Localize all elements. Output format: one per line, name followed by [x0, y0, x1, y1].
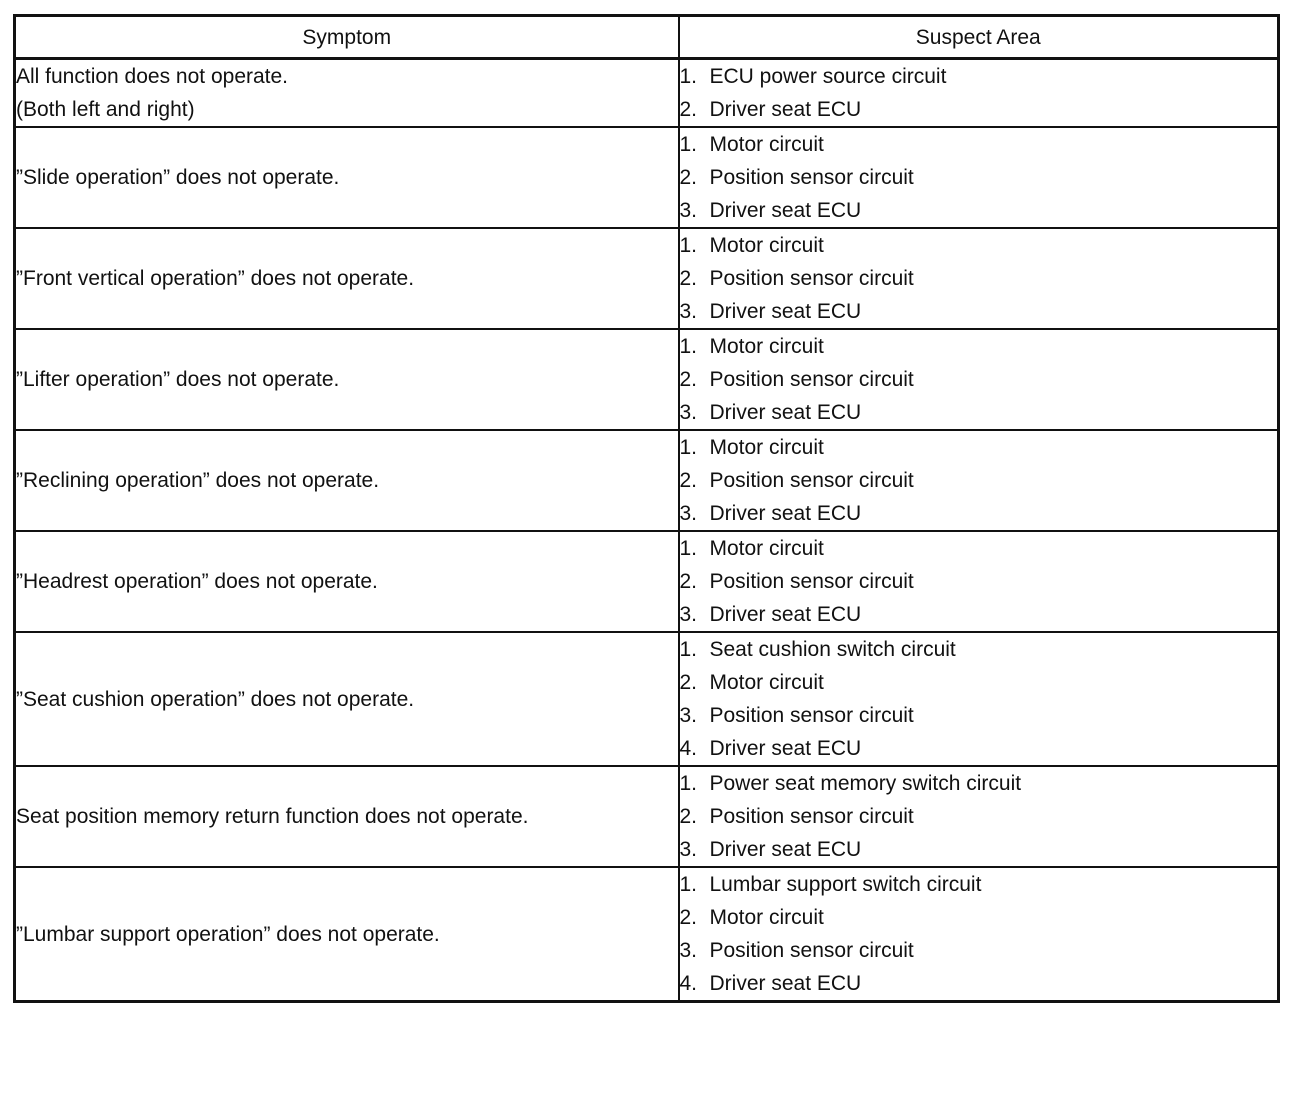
suspect-area-item: [680, 194, 1278, 227]
suspect-area-text: Driver seat ECU: [709, 98, 862, 121]
suspect-area-text: Motor circuit: [709, 335, 824, 358]
suspect-area-text: Motor circuit: [709, 671, 824, 694]
suspect-area-item: [680, 901, 1278, 934]
suspect-area-number: 1.: [679, 772, 698, 795]
suspect-area-item: [680, 161, 1278, 194]
suspect-area-text: Motor circuit: [709, 906, 824, 929]
symptom-cell: [15, 531, 679, 632]
symptom-table: [13, 14, 1280, 1003]
suspect-area-number: 3.: [679, 838, 698, 861]
table-header-row: [15, 16, 1279, 59]
suspect-area-number: 1.: [679, 638, 698, 661]
suspect-area-item: [680, 330, 1278, 363]
suspect-area-number: 1.: [679, 234, 698, 257]
symptom-column-header: Symptom: [15, 16, 679, 59]
suspect-area-text: Motor circuit: [709, 234, 824, 257]
symptom-text: ”Lumbar support operation” does not operate.: [16, 922, 440, 946]
suspect-area-cell: [679, 329, 1279, 430]
symptom-text: ”Reclining operation” does not operate.: [16, 469, 380, 492]
suspect-area-number: 4.: [679, 737, 698, 760]
table-row: [15, 766, 1279, 867]
table-row: [15, 531, 1279, 632]
suspect-area-number: 3.: [679, 704, 698, 727]
suspect-area-item: [680, 363, 1278, 396]
suspect-area-item: [680, 967, 1278, 1000]
suspect-area-cell: [679, 531, 1279, 632]
suspect-area-cell: [679, 430, 1279, 531]
table-row: [15, 329, 1279, 430]
suspect-area-item: [680, 431, 1278, 464]
suspect-area-text: Position sensor circuit: [709, 570, 914, 593]
suspect-area-list: [680, 767, 1278, 866]
symptom-text: ”Slide operation” does not operate.: [16, 166, 340, 189]
suspect-area-item: [680, 565, 1278, 598]
suspect-area-number: 2.: [679, 267, 698, 290]
suspect-area-number: 1.: [679, 335, 698, 358]
suspect-area-list: [680, 128, 1278, 227]
table-body: [15, 59, 1279, 1002]
suspect-area-number: 2.: [679, 469, 698, 492]
suspect-area-number: 3.: [679, 502, 698, 525]
suspect-area-list: [680, 431, 1278, 530]
symptom-cell: [15, 59, 679, 128]
symptom-text: ”Front vertical operation” does not operate.: [16, 267, 415, 290]
suspect-area-text: Position sensor circuit: [709, 704, 914, 727]
suspect-area-item: [680, 60, 1278, 93]
suspect-area-cell: [679, 766, 1279, 867]
suspect-area-text: Driver seat ECU: [709, 300, 862, 323]
suspect-area-item: [680, 229, 1278, 262]
suspect-area-number: 2.: [679, 166, 698, 189]
suspect-area-column-header: Suspect Area: [679, 16, 1279, 59]
table-row: [15, 867, 1279, 1002]
suspect-area-text: Motor circuit: [709, 436, 824, 459]
suspect-area-number: 1.: [679, 873, 698, 896]
suspect-area-text: Position sensor circuit: [709, 469, 914, 492]
suspect-area-number: 2.: [679, 671, 698, 694]
suspect-area-number: 3.: [679, 401, 698, 424]
suspect-area-cell: [679, 127, 1279, 228]
suspect-area-text: Position sensor circuit: [709, 166, 914, 189]
suspect-area-cell: [679, 632, 1279, 766]
suspect-area-text: Position sensor circuit: [709, 805, 914, 828]
suspect-area-list: [680, 868, 1278, 1000]
suspect-area-number: 2.: [679, 368, 698, 391]
suspect-area-item: [680, 732, 1278, 765]
suspect-area-number: 1.: [679, 436, 698, 459]
suspect-area-number: 3.: [679, 939, 698, 962]
suspect-area-number: 3.: [679, 603, 698, 626]
suspect-area-number: 1.: [679, 65, 698, 88]
suspect-area-text: Motor circuit: [709, 537, 824, 560]
suspect-area-item: [680, 666, 1278, 699]
symptom-cell: [15, 867, 679, 1002]
suspect-area-text: Driver seat ECU: [709, 603, 862, 626]
suspect-area-text: Driver seat ECU: [709, 838, 862, 861]
symptom-text: ”Lifter operation” does not operate.: [16, 368, 340, 391]
suspect-area-list: [680, 532, 1278, 631]
suspect-area-text: Seat cushion switch circuit: [709, 638, 956, 661]
suspect-area-number: 2.: [679, 98, 698, 121]
suspect-area-item: [680, 497, 1278, 530]
suspect-area-item: [680, 532, 1278, 565]
suspect-area-item: [680, 295, 1278, 328]
suspect-area-text: Driver seat ECU: [709, 737, 862, 760]
symptom-text: (Both left and right): [16, 98, 195, 121]
suspect-area-cell: [679, 228, 1279, 329]
suspect-area-item: [680, 598, 1278, 631]
symptom-cell: [15, 127, 679, 228]
suspect-area-number: 3.: [679, 300, 698, 323]
suspect-area-list: [680, 633, 1278, 765]
suspect-area-text: Driver seat ECU: [709, 199, 862, 222]
table-row: [15, 228, 1279, 329]
symptom-cell: [15, 329, 679, 430]
suspect-area-item: [680, 262, 1278, 295]
suspect-area-number: 2.: [679, 906, 698, 929]
symptom-text: ”Headrest operation” does not operate.: [16, 570, 378, 593]
suspect-area-item: [680, 767, 1278, 800]
suspect-area-item: [680, 633, 1278, 666]
suspect-area-item: [680, 396, 1278, 429]
table-row: [15, 59, 1279, 128]
suspect-area-item: [680, 833, 1278, 866]
table-row: [15, 127, 1279, 228]
symptom-cell: [15, 430, 679, 531]
suspect-area-text: Power seat memory switch circuit: [709, 772, 1022, 795]
symptom-text: Seat position memory return function does not operate.: [16, 805, 529, 828]
suspect-area-list: [680, 229, 1278, 328]
symptom-text: All function does not operate.: [16, 65, 289, 88]
suspect-area-text: Driver seat ECU: [709, 502, 862, 525]
suspect-area-text: ECU power source circuit: [709, 65, 947, 88]
suspect-area-text: Driver seat ECU: [709, 401, 862, 424]
suspect-area-text: Motor circuit: [709, 133, 824, 156]
suspect-area-number: 2.: [679, 805, 698, 828]
suspect-area-text: Position sensor circuit: [709, 939, 914, 962]
table-row: [15, 632, 1279, 766]
suspect-area-text: Position sensor circuit: [709, 368, 914, 391]
suspect-area-list: [680, 330, 1278, 429]
suspect-area-item: [680, 800, 1278, 833]
suspect-area-number: 4.: [679, 972, 698, 995]
suspect-area-number: 1.: [679, 537, 698, 560]
suspect-area-item: [680, 699, 1278, 732]
suspect-area-item: [680, 464, 1278, 497]
suspect-area-number: 1.: [679, 133, 698, 156]
suspect-area-number: 3.: [679, 199, 698, 222]
suspect-area-item: [680, 93, 1278, 126]
suspect-area-text: Lumbar support switch circuit: [709, 873, 982, 896]
symptom-cell: [15, 632, 679, 766]
symptom-text: ”Seat cushion operation” does not operate.: [16, 687, 415, 711]
suspect-area-item: [680, 934, 1278, 967]
suspect-area-item: [680, 128, 1278, 161]
suspect-area-cell: [679, 59, 1279, 128]
suspect-area-item: [680, 868, 1278, 901]
suspect-area-text: Position sensor circuit: [709, 267, 914, 290]
suspect-area-text: Driver seat ECU: [709, 972, 862, 995]
suspect-area-number: 2.: [679, 570, 698, 593]
suspect-area-list: [680, 60, 1278, 126]
table-row: [15, 430, 1279, 531]
suspect-area-cell: [679, 867, 1279, 1002]
symptom-cell: [15, 766, 679, 867]
symptom-cell: [15, 228, 679, 329]
